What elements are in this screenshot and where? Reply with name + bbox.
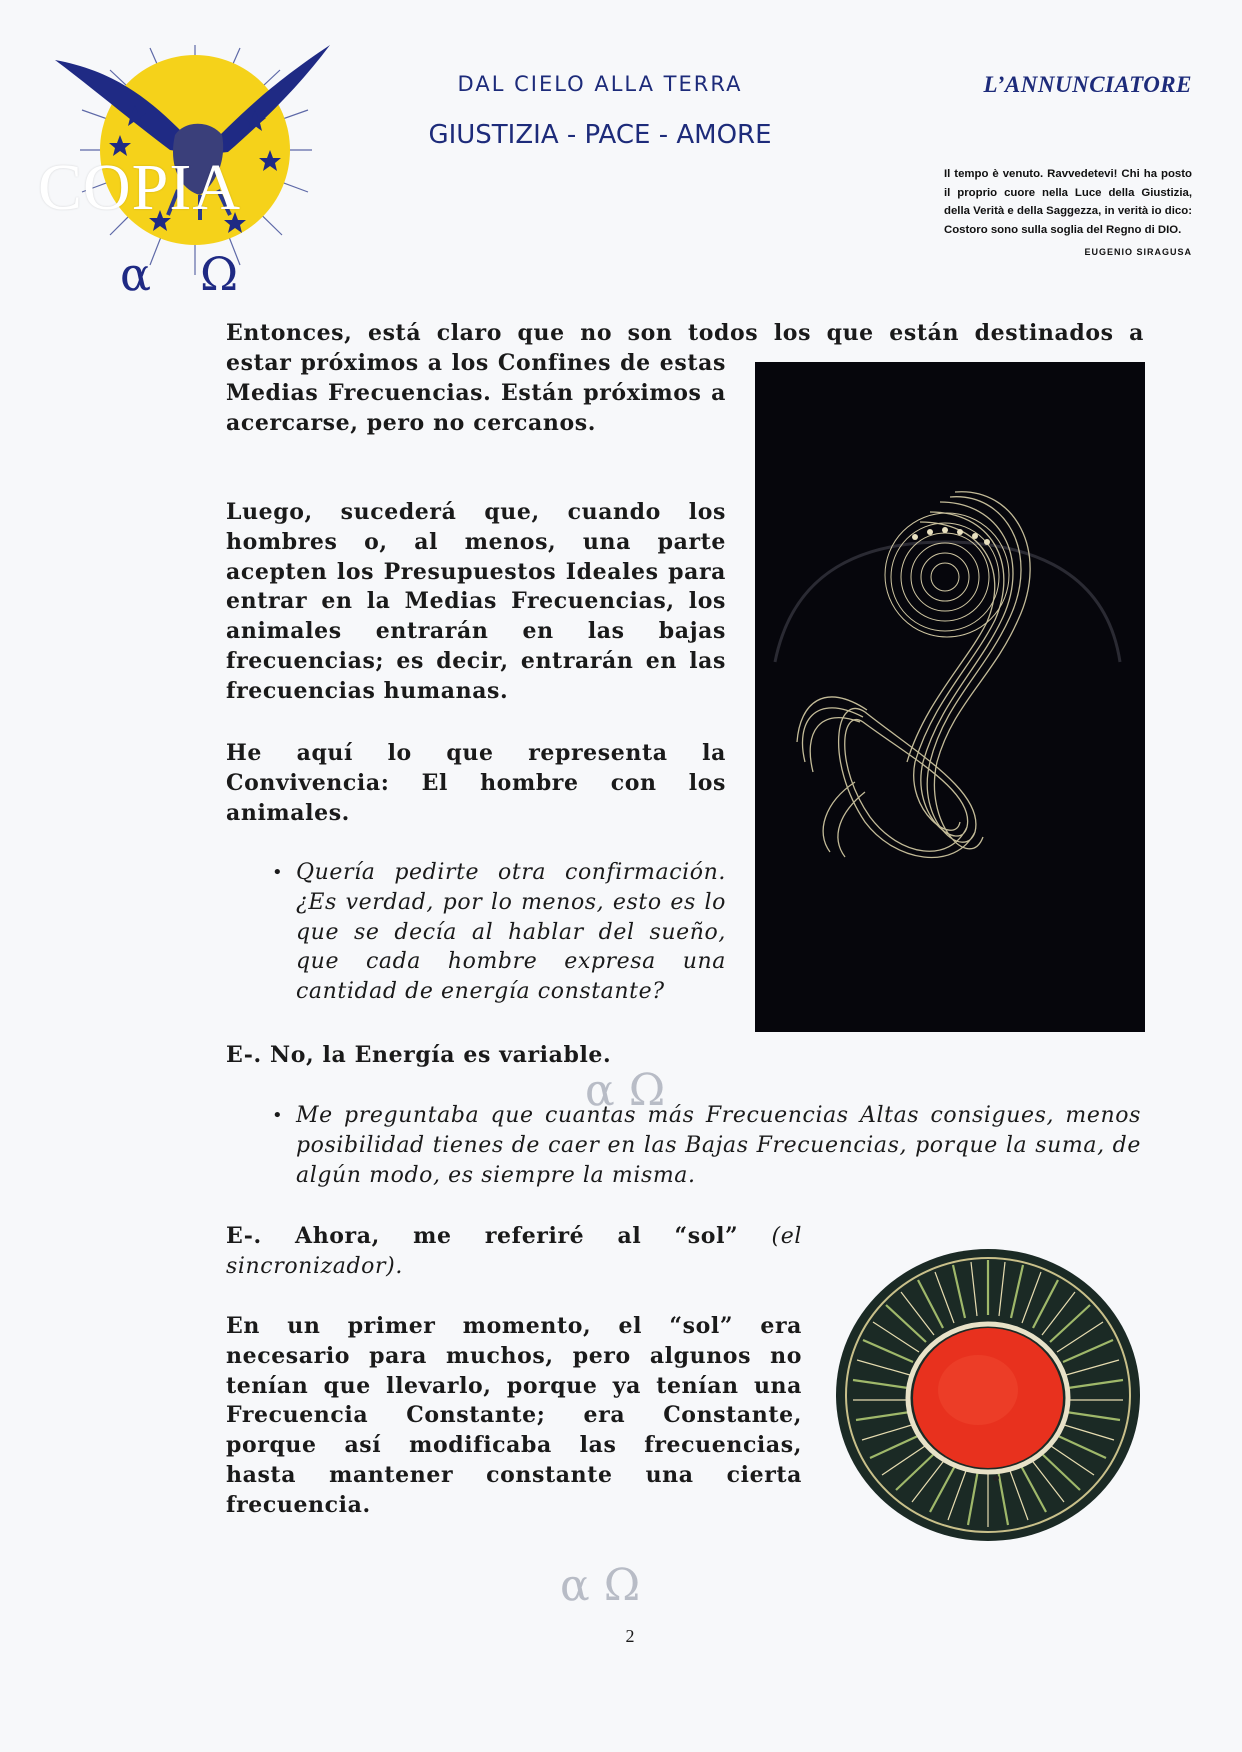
paragraph-1: estar próximos a los Confines de estas Medias Frecuencias. Están próximos a acercarse, pero no cercanos. [226,350,726,436]
header-quote [944,165,1192,262]
alpha-omega-watermark [555,1555,675,1615]
answer-2-text: E-. Ahora, me referiré al “sol” [226,1223,739,1249]
publication-title: L’ANNUNCIATORE [983,72,1192,97]
omega-symbol: Ω [200,247,239,301]
answer-2-aside: (el sincronizador). [226,1224,802,1279]
paragraph-1-first-line: Entonces, está claro que no son todos los que están destinados a [226,320,1144,346]
sun-disc-image [828,1240,1148,1550]
svg-text:α Ω: α Ω [560,1560,641,1611]
quote-author: EUGENIO SIRAGUSA [1084,247,1192,257]
question-1: Quería pedirte otra confirmación. ¿Es verdad, por lo menos, esto es lo que se decía al hablar del sueño, que cada hombre expresa una cantidad de energía constante? [296,860,726,1005]
spiral-figure-image [755,362,1145,1032]
question-2: Me preguntaba que cuantas más Frecuencias Altas consigues, menos posibilidad tienes de caer en las Bajas Frecuencias, porque la suma, de algún modo, es siempre la misma. [296,1103,1141,1188]
answer-1: E-. No, la Energía es variable. [226,1042,612,1068]
paragraph-3: He aquí lo que representa la Convivencia: El hombre con los animales. [226,740,726,826]
svg-text:α Ω: α Ω [585,1065,666,1116]
answer-2 [226,1222,802,1282]
header-top-line: DAL CIELO ALLA TERRA [457,72,743,96]
alpha-symbol: α [120,247,152,301]
bullet-dot: • [272,862,283,883]
bullet-dot: • [272,1105,283,1126]
quote-text: Il tempo è venuto. Ravvedetevi! Chi ha posto il proprio cuore nella Luce della Giustizia, della Verità e della Saggezza, in verità io dico: Costoro sono sulla soglia del Regno di DIO. [944,168,1192,236]
header-motto: GIUSTIZIA - PACE - AMORE [428,120,772,150]
paragraph-2: Luego, sucederá que, cuando los hombres o, al menos, una parte acepten los Presupuestos Ideales para entrar en la Medias Frecuencias, los animales entrarán en las bajas frecuencias; es decir, entrarán en las frecuencias humanas. [226,499,726,704]
copia-watermark: COPIA [38,151,242,224]
page-number: 2 [625,1626,635,1646]
paragraph-4: En un primer momento, el “sol” era necesario para muchos, pero algunos no tenían que llevarlo, porque ya tenían una Frecuencia Constante; era Constante, porque así modificaba las frecuencias, hasta mantener constante una cierta frecuencia. [226,1313,802,1518]
